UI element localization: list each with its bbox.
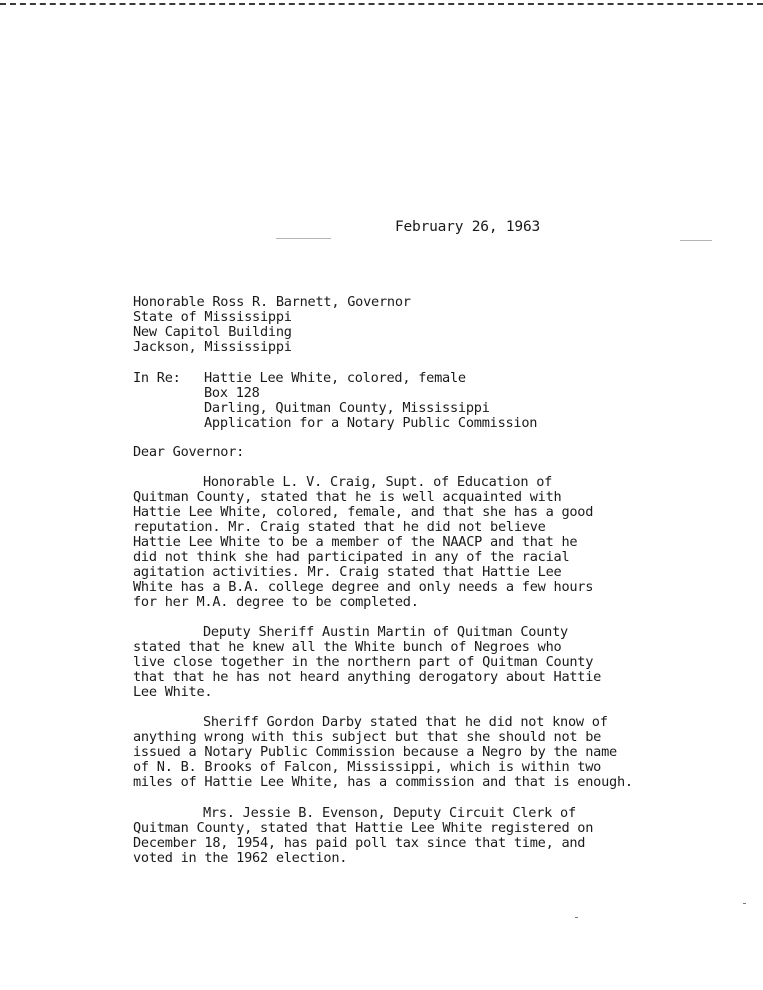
paragraph-line: December 18, 1954, has paid poll tax since that time, and [133, 835, 586, 851]
paragraph-line: of N. B. Brooks of Falcon, Mississippi, which is within two [133, 759, 602, 775]
salutation: Dear Governor: [133, 444, 245, 460]
address-line: Jackson, Mississippi [133, 339, 292, 355]
paragraph-line: Lee White. [133, 684, 213, 700]
scan-speck [743, 903, 746, 904]
paragraph-line: voted in the 1962 election. [133, 850, 348, 866]
paragraph-line: that that he has not heard anything derogatory about Hattie [133, 669, 602, 685]
scan-speck [575, 917, 578, 918]
inside-address [133, 295, 411, 355]
paragraph-line: Quitman County, stated that he is well acquainted with [133, 489, 562, 505]
paragraph-line: Sheriff Gordon Darby stated that he did not know of [203, 714, 608, 730]
paragraph-evenson [133, 806, 593, 866]
paragraph-line: Hattie Lee White to be a member of the NAACP and that he [133, 534, 578, 550]
paragraph-line: miles of Hattie Lee White, has a commission and that is enough. [133, 774, 633, 790]
scan-speck [276, 238, 331, 239]
re-block [204, 371, 537, 431]
re-line: Box 128 [204, 385, 260, 401]
address-line: State of Mississippi [133, 309, 292, 325]
paragraph-line: for her M.A. degree to be completed. [133, 594, 419, 610]
paragraph-line: Quitman County, stated that Hattie Lee White registered on [133, 820, 594, 836]
paragraph-line: anything wrong with this subject but that she should not be [133, 729, 602, 745]
paragraph-line: White has a B.A. college degree and only needs a few hours [133, 579, 594, 595]
re-line: Darling, Quitman County, Mississippi [204, 400, 490, 416]
paragraph-line: did not think she had participated in any of the racial [133, 549, 570, 565]
re-label: In Re: [133, 370, 181, 386]
re-line: Application for a Notary Public Commission [204, 415, 538, 431]
paragraph-line: agitation activities. Mr. Craig stated that Hattie Lee [133, 564, 562, 580]
paragraph-line: Hattie Lee White, colored, female, and that she has a good [133, 504, 594, 520]
letter-date: February 26, 1963 [395, 219, 541, 235]
paragraph-darby [133, 715, 633, 790]
paragraph-line: live close together in the northern part of Quitman County [133, 654, 594, 670]
page-edge-rule [0, 3, 763, 5]
paragraph-line: stated that he knew all the White bunch of Negroes who [133, 639, 562, 655]
re-line: Hattie Lee White, colored, female [204, 370, 466, 386]
paragraph-line: Deputy Sheriff Austin Martin of Quitman County [203, 624, 568, 640]
address-line: Honorable Ross R. Barnett, Governor [133, 294, 411, 310]
paragraph-martin [133, 625, 601, 700]
paragraph-line: issued a Notary Public Commission because a Negro by the name [133, 744, 617, 760]
paragraph-line: Mrs. Jessie B. Evenson, Deputy Circuit Clerk of [203, 805, 576, 821]
paragraph-line: Honorable L. V. Craig, Supt. of Education of [203, 474, 553, 490]
paragraph-craig [133, 475, 593, 610]
address-line: New Capitol Building [133, 324, 292, 340]
paragraph-line: reputation. Mr. Craig stated that he did not believe [133, 519, 546, 535]
scan-speck [680, 240, 712, 241]
